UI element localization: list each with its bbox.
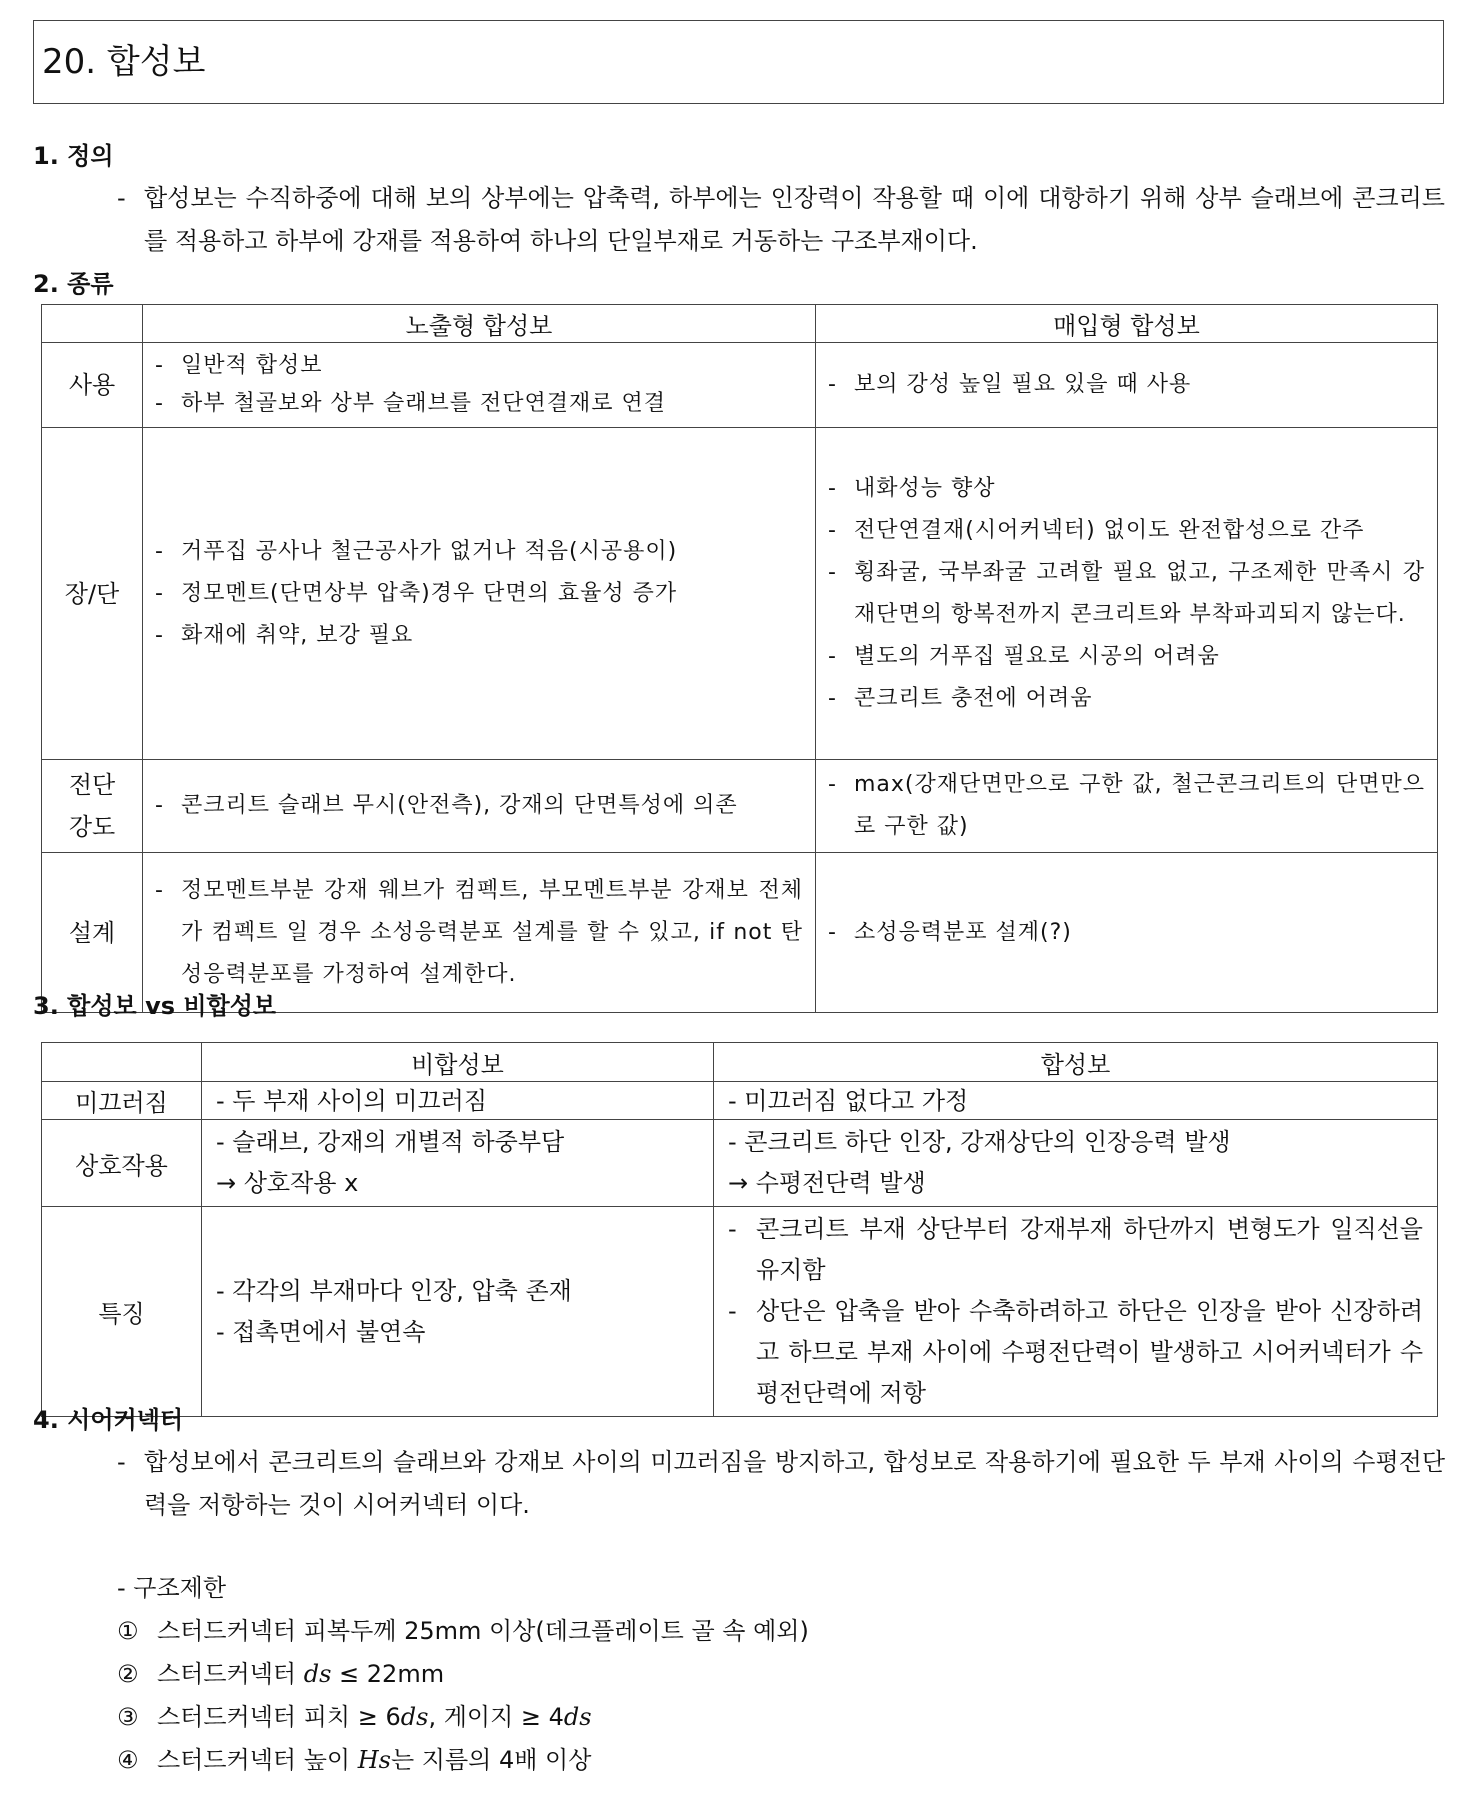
definition-text: 합성보는 수직하중에 대해 보의 상부에는 압축력, 하부에는 인장력이 작용할 때 이에 대항하기 위해 상부 슬래브에 콘크리트를 적용하고 하부에 강재를 적용하여 하나의 단일부재로 거동하는 구조부재이다. [144, 184, 1445, 255]
row-label-slip: 미끄러짐 [42, 1082, 202, 1120]
list-number: ③ [117, 1703, 139, 1731]
section-heading-shear-connector: 4. 시어커넥터 [33, 1406, 184, 1434]
list-item: 내화성능 향상 [854, 475, 996, 501]
section-heading-comparison: 3. 합성보 vs 비합성보 [33, 992, 277, 1020]
list-text: 는 지름의 4배 이상 [390, 1746, 592, 1774]
list-number: ① [117, 1617, 139, 1645]
list-text: , 게이지 ≥ 4 [428, 1703, 564, 1731]
features-non-composite-cell [202, 1207, 714, 1417]
comparison-table [41, 1042, 1438, 1417]
shear-encased-cell: - max(강재단면만으로 구한 값, 철근콘크리트의 단면만으로 구한 값) [816, 760, 1438, 853]
list-item: 화재에 취약, 보강 필요 [181, 622, 414, 648]
list-item: 하부 철골보와 상부 슬래브를 전단연결재로 연결 [181, 391, 667, 416]
structural-limits [117, 1567, 809, 1782]
shear-exposed-cell: - 콘크리트 슬래브 무시(안전측), 강재의 단면특성에 의존 [143, 760, 816, 853]
header-non-composite: 비합성보 [202, 1043, 714, 1082]
list-item: 정모멘트(단면상부 압축)경우 단면의 효율성 증가 [181, 580, 678, 606]
list-item: 상단은 압축을 받아 수축하려하고 하단은 인장을 받아 신장하려고 하므로 부재 사이에 수평전단력이 발생하고 시어커넥터가 수평전단력에 저항 [756, 1297, 1423, 1407]
slip-composite-cell [714, 1082, 1438, 1120]
header-encased-composite: 매입형 합성보 [816, 305, 1438, 343]
list-item: - 미끄러짐 없다고 가정 [728, 1086, 969, 1115]
row-label-text: 전단 강도 [68, 771, 116, 841]
shear-connector-text: 합성보에서 콘크리트의 슬래브와 강재보 사이의 미끄러짐을 방지하고, 합성보로 작용하기에 필요한 두 부재 사이의 수평전단력을 저항하는 것이 시어커넥터 이다. [144, 1448, 1445, 1519]
list-item: 콘크리트 슬래브 무시(안전측), 강재의 단면특성에 의존 [181, 793, 738, 818]
list-item: → 수평전단력 발생 [728, 1169, 926, 1197]
list-item [117, 1739, 809, 1782]
list-item: 일반적 합성보 [181, 353, 323, 378]
row-label-shear-strength [42, 760, 143, 853]
list-item: → 상호작용 x [216, 1169, 359, 1197]
page-title: 20. 합성보 [33, 20, 1444, 104]
list-item: - 접촉면에서 불연속 [216, 1317, 426, 1346]
features-composite-cell: - 콘크리트 부재 상단부터 강재부재 하단까지 변형도가 일직선을 유지함 - 상단은 압축을 받아 수축하려하고 하단은 인장을 받아 신장하려고 하므로 부재 사이에 수평전단력이 발생하고 시어커넥터가 수평전단력에 저항 [714, 1207, 1438, 1417]
list-item: 소성응력분포 설계(?) [854, 919, 1072, 945]
list-item [117, 1696, 809, 1739]
design-encased-cell: - 소성응력분포 설계(?) [816, 853, 1438, 1013]
list-item: 별도의 거푸집 필요로 시공의 어려움 [854, 643, 1220, 669]
shear-connector-paragraph: - 합성보에서 콘크리트의 슬래브와 강재보 사이의 미끄러짐을 방지하고, 합성보로 작용하기에 필요한 두 부재 사이의 수평전단력을 저항하는 것이 시어커넥터 이다. [117, 1441, 1445, 1527]
header-exposed-composite: 노출형 합성보 [143, 305, 816, 343]
header-empty [42, 305, 143, 343]
section-heading-types: 2. 종류 [33, 270, 114, 298]
list-item: 콘크리트 충전에 어려움 [854, 685, 1093, 711]
row-label-design: 설계 [42, 853, 143, 1013]
row-label-interaction: 상호작용 [42, 1120, 202, 1207]
list-text: 스터드커넥터 피치 ≥ 6 [157, 1703, 401, 1731]
math-symbol: ds [563, 1703, 592, 1731]
math-symbol: ds [400, 1703, 429, 1731]
list-text: 스터드커넥터 피복두께 25mm 이상(데크플레이트 골 속 예외) [157, 1617, 809, 1645]
list-item: 거푸집 공사나 철근공사가 없거나 적음(시공용이) [181, 538, 678, 564]
list-text: 스터드커넥터 [157, 1660, 304, 1688]
slip-non-composite-cell [202, 1082, 714, 1120]
row-label-use: 사용 [42, 343, 143, 428]
list-item: 정모멘트부분 강재 웨브가 컴펙트, 부모멘트부분 강재보 전체가 컴펙트 일 경우 소성응력분포 설계를 할 수 있고, if not 탄성응력분포를 가정하여 설계한다. [181, 877, 803, 987]
limits-title: - 구조제한 [117, 1574, 227, 1602]
header-empty [42, 1043, 202, 1082]
math-symbol: Hs [357, 1746, 391, 1774]
list-item: - 각각의 부재마다 인장, 압축 존재 [216, 1276, 572, 1305]
interaction-composite-cell [714, 1120, 1438, 1207]
row-label-pros-cons: 장/단 [42, 428, 143, 760]
row-label-features: 특징 [42, 1207, 202, 1417]
header-composite: 합성보 [714, 1043, 1438, 1082]
math-symbol: ds [303, 1660, 332, 1688]
use-encased-cell: - 보의 강성 높일 필요 있을 때 사용 [816, 343, 1438, 428]
list-number: ④ [117, 1746, 139, 1774]
list-item: 콘크리트 부재 상단부터 강재부재 하단까지 변형도가 일직선을 유지함 [756, 1215, 1423, 1284]
pros-cons-encased-cell: - 내화성능 향상 - 전단연결재(시어커넥터) 없이도 완전합성으로 간주 - 횡좌굴, 국부좌굴 고려할 필요 없고, 구조제한 만족시 강재단면의 항복전까지 콘크리트와 부착파괴되지 않는다. - 별도의 거푸집 필요로 시공의 어려움 - 콘크리트 충전에 어려움 [816, 428, 1438, 760]
design-exposed-cell: - 정모멘트부분 강재 웨브가 컴펙트, 부모멘트부분 강재보 전체가 컴펙트 일 경우 소성응력분포 설계를 할 수 있고, if not 탄성응력분포를 가정하여 설계한다. [143, 853, 816, 1013]
pros-cons-exposed-cell: - 거푸집 공사나 철근공사가 없거나 적음(시공용이) - 정모멘트(단면상부 압축)경우 단면의 효율성 증가 - 화재에 취약, 보강 필요 [143, 428, 816, 760]
list-item: max(강재단면만으로 구한 값, 철근콘크리트의 단면만으로 구한 값) [854, 772, 1425, 839]
list-item: 전단연결재(시어커넥터) 없이도 완전합성으로 간주 [854, 517, 1365, 543]
list-text: ≤ 22mm [331, 1660, 445, 1688]
definition-paragraph: - 합성보는 수직하중에 대해 보의 상부에는 압축력, 하부에는 인장력이 작용할 때 이에 대항하기 위해 상부 슬래브에 콘크리트를 적용하고 하부에 강재를 적용하여 하나의 단일부재로 거동하는 구조부재이다. [117, 177, 1445, 263]
types-table [41, 304, 1438, 1013]
list-item [117, 1610, 809, 1653]
list-item: 보의 강성 높일 필요 있을 때 사용 [854, 372, 1192, 397]
list-item: 횡좌굴, 국부좌굴 고려할 필요 없고, 구조제한 만족시 강재단면의 항복전까지 콘크리트와 부착파괴되지 않는다. [854, 559, 1425, 627]
section-heading-definition: 1. 정의 [33, 142, 114, 170]
list-item: - 슬래브, 강재의 개별적 하중부담 [216, 1128, 565, 1156]
list-number: ② [117, 1660, 139, 1688]
list-item: - 콘크리트 하단 인장, 강재상단의 인장응력 발생 [728, 1128, 1231, 1156]
list-text: 스터드커넥터 높이 [157, 1746, 358, 1774]
list-item: - 두 부재 사이의 미끄러짐 [216, 1086, 488, 1115]
interaction-non-composite-cell [202, 1120, 714, 1207]
use-exposed-cell: - 일반적 합성보 - 하부 철골보와 상부 슬래브를 전단연결재로 연결 [143, 343, 816, 428]
list-item [117, 1653, 809, 1696]
